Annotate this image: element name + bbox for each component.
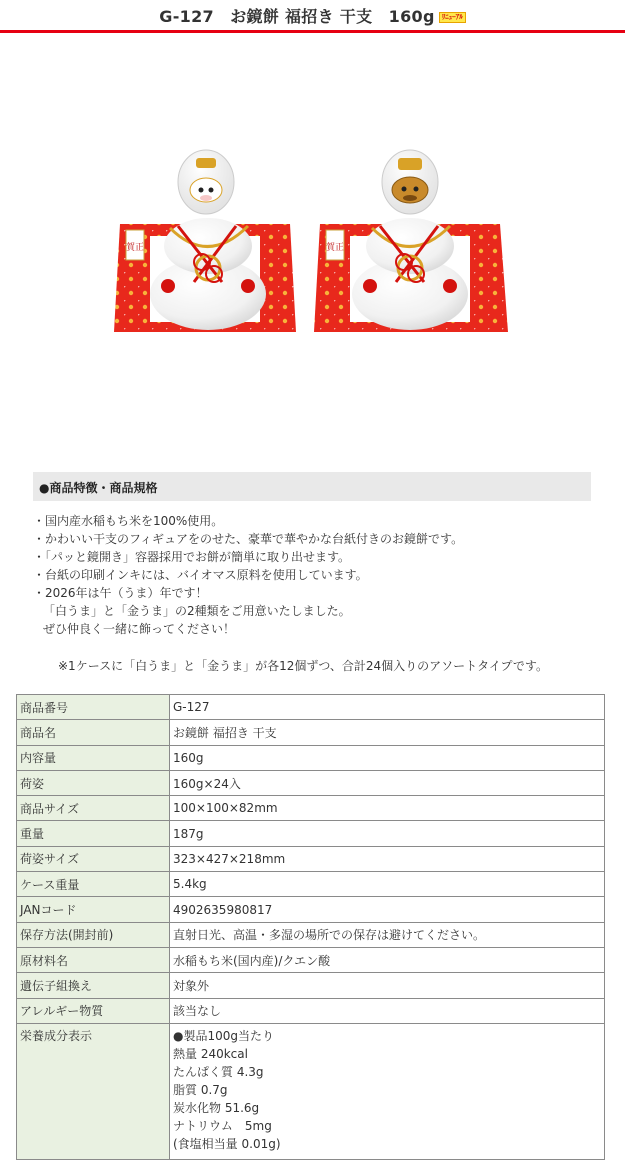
spec-value: G-127 bbox=[170, 695, 605, 720]
white-horse-mochi bbox=[114, 150, 300, 336]
table-row bbox=[17, 973, 605, 998]
spec-key: 商品サイズ bbox=[17, 796, 170, 821]
table-row bbox=[17, 770, 605, 795]
feature-item: ・台紙の印刷インキには、バイオマス原料を使用しています。 bbox=[33, 568, 368, 582]
table-row bbox=[17, 922, 605, 947]
feature-item: ・2026年は午（うま）年です！ bbox=[33, 586, 208, 600]
table-row bbox=[17, 821, 605, 846]
spec-value: 100×100×82mm bbox=[170, 796, 605, 821]
table-row bbox=[17, 796, 605, 821]
section-header bbox=[33, 472, 591, 501]
nutrition-line: ナトリウム 5mg bbox=[173, 1118, 272, 1133]
right-sign: 賀正 bbox=[325, 243, 345, 253]
feature-item: ・「パッと鏡開き」容器採用でお餅が簡単に取り出せます。 bbox=[33, 550, 351, 564]
feature-item: ・かわいい干支のフィギュアをのせた、豪華で華やかな台紙付きのお鏡餅です。 bbox=[33, 532, 464, 546]
spec-key: 内容量 bbox=[17, 745, 170, 770]
spec-key: 荷姿サイズ bbox=[17, 846, 170, 871]
spec-value: 水稲もち米(国内産)/クエン酸 bbox=[170, 947, 605, 972]
table-row bbox=[17, 846, 605, 871]
spec-key: JANコード bbox=[17, 897, 170, 922]
spec-key: 遺伝子組換え bbox=[17, 973, 170, 998]
product-image bbox=[110, 146, 512, 341]
nutrition-line: 熱量 240kcal bbox=[173, 1046, 248, 1061]
assortment-note: ※1ケースに「白うま」と「金うま」が各12個ずつ、合計24個入りのアソートタイプです。 bbox=[58, 659, 548, 673]
table-row bbox=[17, 947, 605, 972]
spec-key: 重量 bbox=[17, 821, 170, 846]
nutrition-line: 炭水化物 51.6g bbox=[173, 1100, 260, 1115]
gold-horse-mochi bbox=[314, 150, 508, 336]
spec-value: 323×427×218mm bbox=[170, 846, 605, 871]
section-title: ●商品特徴・商品規格 bbox=[39, 481, 158, 495]
nutrition-line: 脂質 0.7g bbox=[173, 1082, 228, 1097]
spec-value: 160g bbox=[170, 745, 605, 770]
spec-value: お鏡餅 福招き 干支 bbox=[170, 720, 605, 745]
table-row bbox=[17, 745, 605, 770]
spec-key: 商品名 bbox=[17, 720, 170, 745]
spec-value: 160g×24入 bbox=[170, 770, 605, 795]
spec-value: 4902635980817 bbox=[170, 897, 605, 922]
feature-item: ・国内産水稲もち米を100%使用。 bbox=[33, 514, 224, 528]
spec-key: ケース重量 bbox=[17, 872, 170, 897]
nutrition-values bbox=[170, 1023, 605, 1159]
table-row bbox=[17, 695, 605, 720]
spec-value: 直射日光、高温・多湿の場所での保存は避けてください。 bbox=[170, 922, 605, 947]
left-sign: 賀正 bbox=[125, 243, 145, 253]
table-row bbox=[17, 897, 605, 922]
renewal-badge: ﾘﾆｭｰｱﾙ bbox=[439, 12, 466, 23]
feature-item: ぜひ仲良く一緒に飾ってください！ bbox=[43, 622, 236, 636]
spec-value: 対象外 bbox=[170, 973, 605, 998]
spec-key: 栄養成分表示 bbox=[17, 1023, 170, 1159]
spec-value: 該当なし bbox=[170, 998, 605, 1023]
table-row bbox=[17, 720, 605, 745]
feature-list bbox=[33, 512, 613, 638]
header-divider bbox=[0, 30, 625, 33]
feature-item: 「白うま」と「金うま」の2種類をご用意いたしました。 bbox=[43, 604, 351, 618]
table-row bbox=[17, 1023, 605, 1159]
spec-key: アレルギー物質 bbox=[17, 998, 170, 1023]
spec-value: 187g bbox=[170, 821, 605, 846]
spec-key: 商品番号 bbox=[17, 695, 170, 720]
table-row bbox=[17, 872, 605, 897]
product-title: G-127 お鏡餅 福招き 干支 160g bbox=[159, 7, 435, 26]
nutrition-line: たんぱく質 4.3g bbox=[173, 1064, 264, 1079]
spec-value: 5.4kg bbox=[170, 872, 605, 897]
spec-table bbox=[16, 694, 605, 1160]
spec-key: 原材料名 bbox=[17, 947, 170, 972]
page-header bbox=[0, 0, 625, 32]
nutrition-line: (食塩相当量 0.01g) bbox=[173, 1136, 281, 1151]
nutrition-line: ●製品100g当たり bbox=[173, 1028, 274, 1043]
spec-key: 荷姿 bbox=[17, 770, 170, 795]
spec-key: 保存方法(開封前) bbox=[17, 922, 170, 947]
table-row bbox=[17, 998, 605, 1023]
